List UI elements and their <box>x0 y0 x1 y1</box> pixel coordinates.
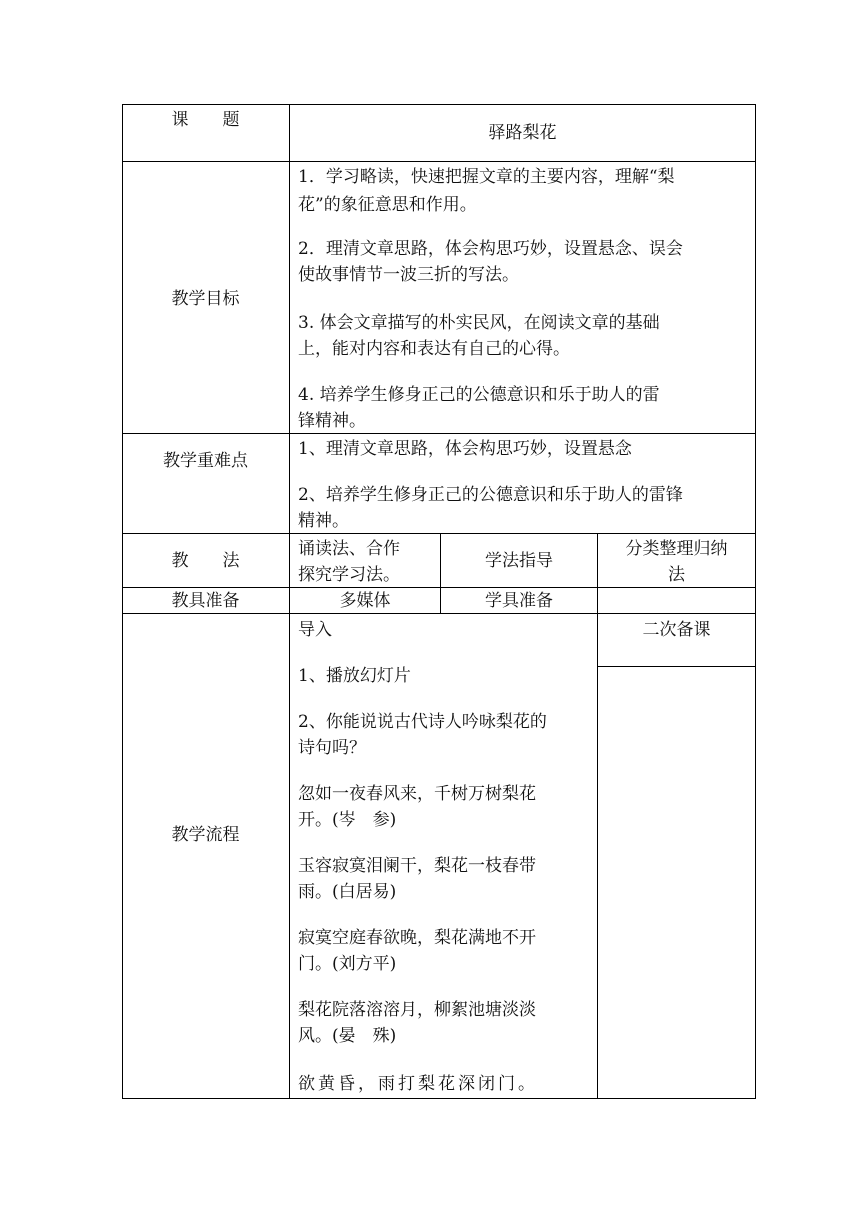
process-label: 教学流程 <box>171 825 240 845</box>
poem-3-line-2: 门。(刘方平) <box>298 954 397 974</box>
process-step-1: 1、播放幻灯片 <box>298 666 411 686</box>
key-point-2-line-1: 2、培养学生修身正己的公德意识和乐于助人的雷锋 <box>298 485 683 505</box>
method-value-line-2: 探究学习法。 <box>298 565 400 585</box>
key-point-2-line-2: 精神。 <box>298 511 349 531</box>
goal-2-line-2: 使故事情节一波三折的写法。 <box>298 265 519 285</box>
poem-3-line-1: 寂寞空庭春欲晚，梨花满地不开 <box>298 928 536 948</box>
key-point-1: 1、理清文章思路，体会构思巧妙，设置悬念 <box>298 439 632 459</box>
process-intro: 导入 <box>298 620 332 640</box>
process-step-2-line-1: 2、你能说说古代诗人吟咏梨花的 <box>298 712 547 732</box>
goal-4-line-1: 4. 培养学生修身正己的公德意识和乐于助人的雷 <box>298 385 660 405</box>
tools-label: 教具准备 <box>171 591 240 611</box>
subject-title: 驿路梨花 <box>488 123 557 143</box>
poem-2-line-1: 玉容寂寞泪阑干，梨花一枝春带 <box>298 856 536 876</box>
second-prep-label: 二次备课 <box>642 620 711 640</box>
process-step-2-line-2: 诗句吗？ <box>298 738 366 758</box>
key-points-label: 教学重难点 <box>163 451 248 471</box>
poem-1-line-2: 开。(岑 参) <box>298 810 397 830</box>
student-tools-label: 学具准备 <box>485 591 553 611</box>
learn-guide-label: 学法指导 <box>485 551 553 571</box>
subject-label: 课 题 <box>171 110 240 130</box>
goal-1-line-2: 花”的象征意思和作用。 <box>298 195 477 215</box>
goal-4-line-2: 锋精神。 <box>298 411 366 431</box>
method-label: 教 法 <box>171 551 240 571</box>
tools-value: 多媒体 <box>339 591 391 611</box>
poem-4-line-1: 梨花院落溶溶月，柳絮池塘淡淡 <box>298 1000 536 1020</box>
goal-3-line-2: 上，能对内容和表达有自己的心得。 <box>298 339 570 359</box>
poem-5-line-1: 欲黄昏，雨打梨花深闭门。 <box>298 1074 538 1094</box>
learn-guide-value-line-1: 分类整理归纳 <box>625 539 728 559</box>
learn-guide-value-line-2: 法 <box>668 565 685 585</box>
method-value-line-1: 诵读法、合作 <box>298 539 400 559</box>
goal-2-line-1: 2．理清文章思路，体会构思巧妙，设置悬念、误会 <box>298 239 683 259</box>
goals-label: 教学目标 <box>171 289 240 309</box>
poem-2-line-2: 雨。(白居易) <box>298 882 397 902</box>
poem-1-line-1: 忽如一夜春风来，千树万树梨花 <box>298 784 536 804</box>
goal-1-line-1: 1．学习略读，快速把握文章的主要内容，理解“梨 <box>298 167 675 187</box>
poem-4-line-2: 风。(晏 殊) <box>298 1026 397 1046</box>
goal-3-line-1: 3. 体会文章描写的朴实民风，在阅读文章的基础 <box>298 313 660 333</box>
